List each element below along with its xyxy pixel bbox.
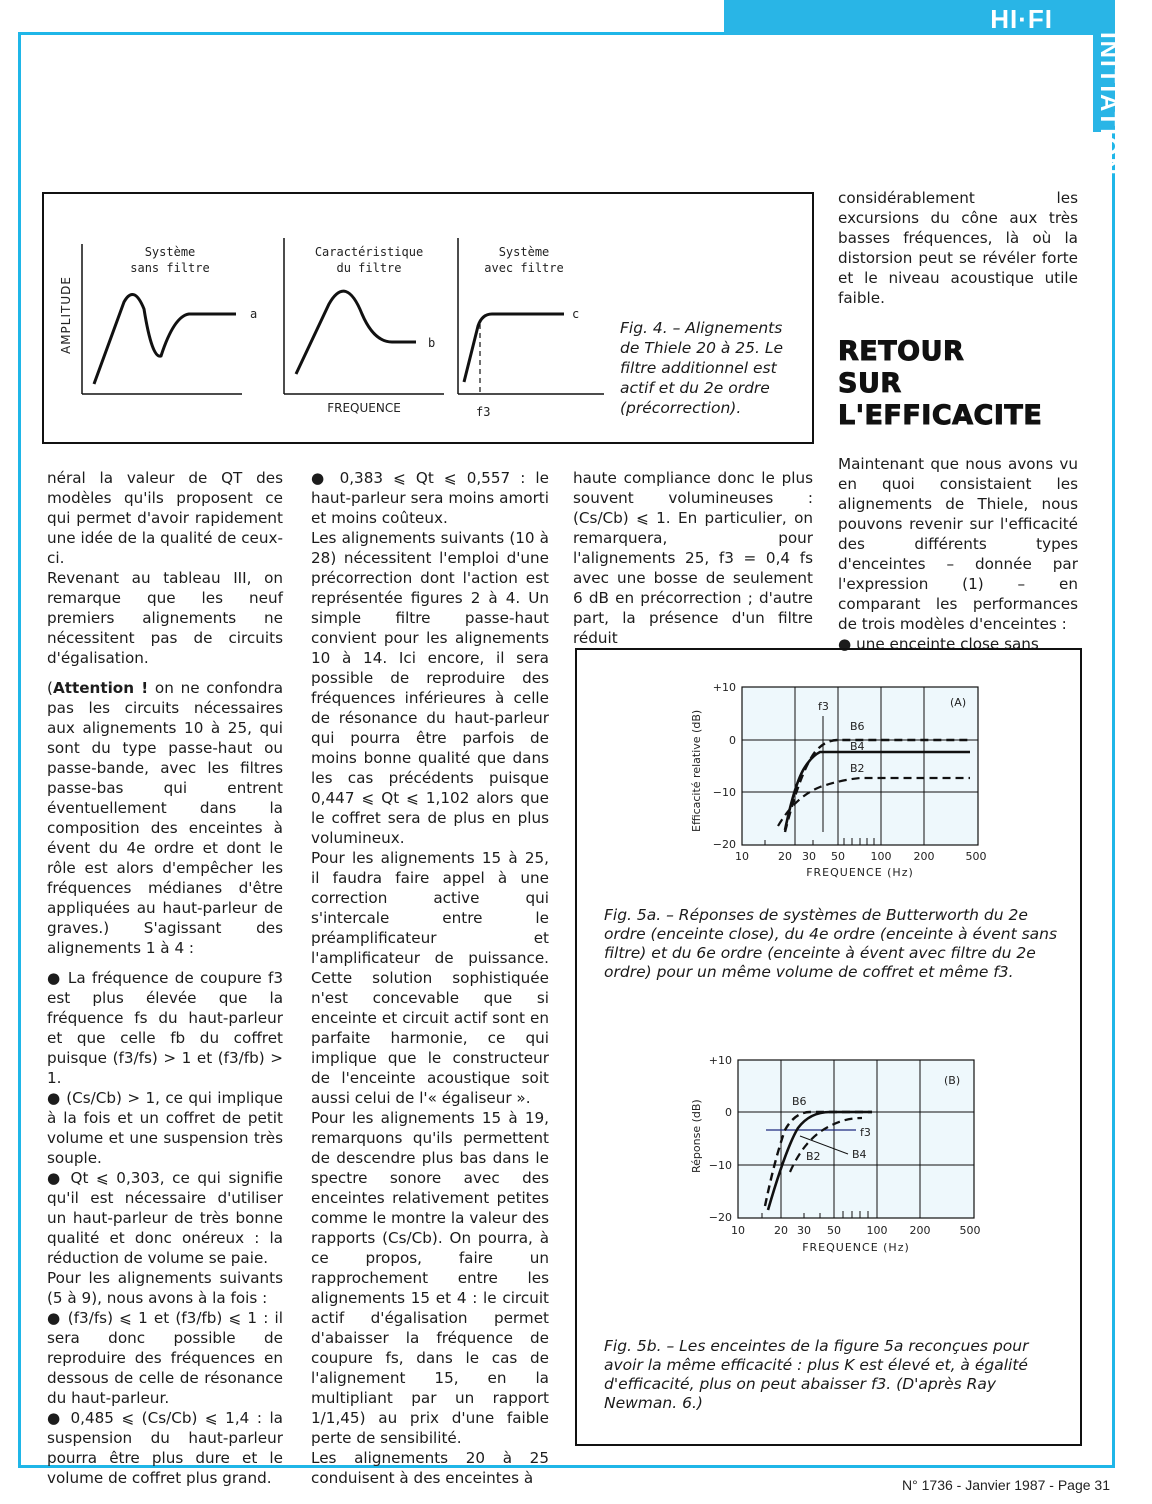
- bullet-item: ● Qt ⩽ 0,303, ce qui signifie qu'il est nécessaire d'utiliser un haut-parleur de très bonne qualité et donc onéreux : la réduction de volume se paie.: [47, 1169, 283, 1267]
- paragraph: (Attention ! on ne confondra pas les circuits nécessaires aux alignements 10 à 25, qui sont du type passe-haut ou passe-bande, avec les filtres passe-bas qui entrent éventuellement dans la composition des enceintes à évent du 4e ordre et dont le rôle est alors d'empêcher les fréquences médianes d'être appliquées au haut-parleur de graves.) S'agissant des alignements 1 à 4 :: [47, 679, 283, 957]
- svg-text:500: 500: [965, 850, 987, 863]
- fig4-x-label: FREQUENCE: [327, 401, 401, 415]
- bullet-item: ● 0,485 ⩽ (Cs/Cb) ⩽ 1,4 : la suspension du haut-parleur pourra être plus dure et le volume de coffret plus grand.: [47, 1409, 283, 1487]
- svg-text:B6: B6: [792, 1095, 807, 1108]
- svg-text:f3: f3: [860, 1126, 871, 1139]
- svg-text:500: 500: [959, 1224, 981, 1237]
- svg-text:du filtre: du filtre: [336, 261, 402, 275]
- svg-text:−20: −20: [712, 838, 736, 851]
- paragraph: Maintenant que nous avons vu en quoi consistaient les alignements de Thiele, nous pouvons revenir sur l'efficacité des différents types d'enceintes – donnée par l'expression (1) – en comparant les performances de trois modèles d'enceintes :: [838, 455, 1078, 633]
- svg-text:0: 0: [725, 1106, 732, 1119]
- svg-text:−20: −20: [708, 1211, 732, 1224]
- svg-text:Caractéristique: Caractéristique: [314, 245, 424, 259]
- svg-text:50: 50: [831, 850, 845, 863]
- bullet-item: ● (f3/fs) ⩽ 1 et (f3/fb) ⩽ 1 : il sera donc possible de reproduire des fréquences en dessous de celle de résonance du haut-parleur.: [47, 1309, 283, 1407]
- svg-text:FREQUENCE (Hz): FREQUENCE (Hz): [806, 866, 914, 879]
- svg-text:20: 20: [778, 850, 792, 863]
- paragraph: Pour les alignements suivants (5 à 9), nous avons à la fois :: [47, 1269, 283, 1307]
- paragraph: néral la valeur de QT des modèles qu'ils proposent ce qui permet d'avoir rapidement une idée de la qualité de ceux-ci.: [47, 469, 283, 567]
- svg-text:10: 10: [731, 1224, 745, 1237]
- paragraph: Les alignements 20 à 25 conduisent à des enceintes à: [311, 1449, 549, 1487]
- bullet-item: ● La fréquence de coupure f3 est plus élevée que la fréquence fs du haut-parleur et que celle fb du coffret puisque (f3/fs) > 1 et (f3/fb) > 1.: [47, 969, 283, 1087]
- page-frame-top: [18, 32, 726, 35]
- fig4-y-label: AMPLITUDE: [59, 276, 73, 354]
- svg-text:avec filtre: avec filtre: [484, 261, 564, 275]
- svg-text:sans filtre: sans filtre: [130, 261, 210, 275]
- page-frame-left: [18, 32, 21, 1468]
- section-header-band: [724, 0, 1115, 35]
- svg-text:10: 10: [735, 850, 749, 863]
- figure-5a-caption: Fig. 5a. – Réponses de systèmes de Butterworth du 2e ordre (enceinte close), du 4e ordre (enceinte à évent sans filtre) et du 6e ordre (enceinte à évent avec filtre du 2e ordre) pour un même volume de coffret et même f3.: [604, 906, 1058, 981]
- section-heading: RETOUR SUR L'EFFICACITE: [838, 336, 1043, 431]
- svg-text:200: 200: [909, 1224, 931, 1237]
- svg-text:B6: B6: [850, 720, 865, 733]
- bullet-item: ● (Cs/Cb) > 1, ce qui implique à la fois et un coffret de petit volume et une suspension très souple.: [47, 1089, 283, 1167]
- paragraph: Pour les alignements 15 à 25, il faudra faire appel à une correction active qui s'intercale entre le préamplificateur et l'amplificateur de puissance. Cette solution sophistiquée n'est concevable que si enceinte et circuit actif sont en parfaite harmonie, ce qui implique que le constructeur de l'enceinte acoustique soit aussi celui de l'« égaliseur ».: [311, 849, 549, 1107]
- svg-text:b: b: [428, 336, 436, 350]
- text-column-3: [573, 468, 813, 648]
- svg-text:Système: Système: [144, 245, 196, 259]
- paragraph: Revenant au tableau III, on remarque que les neuf premiers alignements ne nécessitent pas de circuits d'égalisation.: [47, 569, 283, 667]
- svg-text:0: 0: [729, 734, 736, 747]
- svg-text:B4: B4: [850, 740, 865, 753]
- paragraph: haute compliance donc le plus souvent volumineuses : (Cs/Cb) ⩽ 1. En particulier, on remarquera, pour l'alignements 25, f3 = 0,4 fs avec une bosse de seulement 6 dB en précorrection ; d'autre part, la présence d'un filtre réduit: [573, 469, 813, 647]
- svg-text:B2: B2: [850, 762, 865, 775]
- page-frame-right: [1112, 130, 1115, 1468]
- text-column-1: [47, 468, 283, 1488]
- svg-text:Réponse (dB): Réponse (dB): [690, 1099, 703, 1173]
- svg-text:200: 200: [913, 850, 935, 863]
- svg-text:100: 100: [866, 1224, 888, 1237]
- page-footer: N° 1736 - Janvier 1987 - Page 31: [902, 1477, 1110, 1493]
- paragraph: Les alignements suivants (10 à 28) nécessitent l'emploi d'une précorrection dont l'action est représentée figures 2 à 4. Un simple filtre passe-haut convient pour les alignements 10 à 14. Ici encore, il sera possible de reproduire des fréquences inférieures à celle de résonance du haut-parleur qui pourra être parfois de moins bonne qualité que dans les cas précédents puisque 0,447 ⩽ Qt ⩽ 1,102 alors que le coffret sera de plus en plus volumineux.: [311, 529, 549, 847]
- svg-text:30: 30: [797, 1224, 811, 1237]
- attention-label: Attention !: [52, 679, 149, 697]
- figure-4-caption: Fig. 4. – Alignements de Thiele 20 à 25. Le filtre additionnel est actif et du 2e ordre (précorrection).: [620, 319, 784, 417]
- svg-text:(B): (B): [944, 1074, 961, 1087]
- svg-text:B2: B2: [806, 1150, 821, 1163]
- svg-text:c: c: [572, 307, 580, 321]
- svg-text:−10: −10: [708, 1159, 732, 1172]
- paragraph: considérablement les excursions du cône aux très basses fréquences, là où la distorsion peut se révéler forte et le niveau acoustique utile faible.: [838, 189, 1078, 307]
- side-tab: [1088, 32, 1124, 232]
- svg-text:20: 20: [774, 1224, 788, 1237]
- svg-text:−10: −10: [712, 786, 736, 799]
- section-title: HI·FI: [990, 4, 1053, 34]
- svg-text:+10: +10: [708, 1054, 732, 1067]
- chart-5b: [680, 1048, 1000, 1258]
- svg-text:FREQUENCE (Hz): FREQUENCE (Hz): [802, 1241, 910, 1254]
- bullet-item: ● une enceinte close sans: [838, 635, 1039, 653]
- svg-text:a: a: [250, 307, 258, 321]
- svg-text:+10: +10: [712, 681, 736, 694]
- bullet-item: ● 0,383 ⩽ Qt ⩽ 0,557 : le haut-parleur sera moins amorti et moins coûteux.: [311, 469, 549, 527]
- svg-text:30: 30: [802, 850, 816, 863]
- svg-text:Efficacité relative (dB): Efficacité relative (dB): [690, 709, 703, 832]
- f3-label: f3: [476, 405, 491, 419]
- svg-text:f3: f3: [818, 700, 829, 713]
- text-column-4: [838, 188, 1078, 654]
- figure-5b-caption: Fig. 5b. – Les enceintes de la figure 5a reconçues pour avoir la même efficacité : plus K est élevé et, à égalité d'efficacité, plus on peut abaisser f3. (D'après Ray Newman. 6.): [604, 1337, 1029, 1412]
- side-tab-label: INITIATION: [1095, 32, 1122, 177]
- chart-5a: [680, 672, 1000, 882]
- svg-text:50: 50: [827, 1224, 841, 1237]
- svg-text:B4: B4: [852, 1148, 867, 1161]
- svg-text:Système: Système: [498, 245, 550, 259]
- svg-text:(A): (A): [950, 696, 967, 709]
- paragraph: Pour les alignements 15 à 19, remarquons qu'ils permettent de descendre plus bas dans le spectre sonore avec des enceintes relativement petites comme le montre la valeur des rapports (Cs/Cb). On pourra, à ce propos, faire un rapprochement entre les alignements 15 et 4 : le circuit actif d'égalisation permet d'abaisser la fréquence de coupure fs, dans le cas de l'alignement 15, en la multipliant par un rapport 1/1,45) au prix d'une faible perte de sensibilité.: [311, 1109, 549, 1447]
- svg-text:100: 100: [870, 850, 892, 863]
- text-column-2: [311, 468, 549, 1488]
